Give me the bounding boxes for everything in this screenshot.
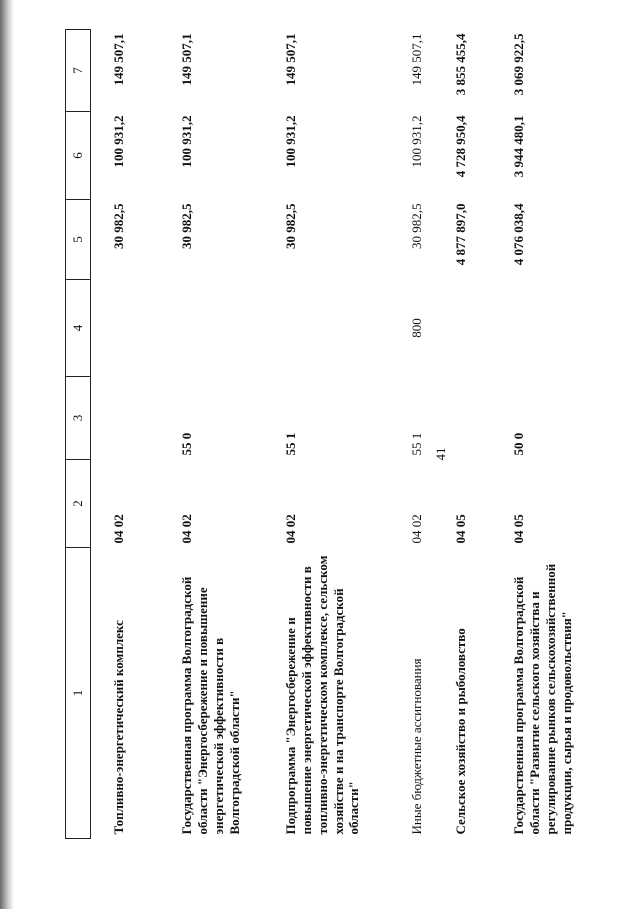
row-col5: 30 982,5 <box>283 203 298 249</box>
page-number: 41 <box>433 447 448 461</box>
header-col-5: 5 <box>66 200 91 280</box>
row-section: 04 02 <box>283 514 298 544</box>
row-col5: 4 076 038,4 <box>511 203 526 266</box>
row-col6: 3 944 480,1 <box>511 115 526 178</box>
row-col5: 30 982,5 <box>179 203 194 249</box>
header-col-1: 1 <box>66 548 91 839</box>
row-section: 04 02 <box>179 514 194 544</box>
row-expense-type <box>283 280 409 377</box>
header-col-7: 7 <box>66 30 91 112</box>
row-section: 04 02 <box>409 514 424 544</box>
row-col6: 100 931,2 <box>179 115 194 168</box>
row-col6: 100 931,2 <box>111 115 126 168</box>
row-expense-type: 800 <box>409 318 424 338</box>
row-name: Государственная программа Волгоградской области "Энергосбережение и повышение энергетической эффективности в Волгоградской области" <box>179 576 242 835</box>
row-name: Государственная программа Волгоградской области "Развитие сельского хозяйства и регулирование рынков сельскохозяйственной продукции, сырья и продовольствия" <box>511 563 574 835</box>
row-target <box>111 377 179 460</box>
row-col7: 3 855 455,4 <box>453 33 468 96</box>
header-col-4: 4 <box>66 280 91 377</box>
header-gap <box>91 30 112 839</box>
row-section: 04 02 <box>111 514 126 544</box>
row-col7: 149 507,1 <box>283 33 298 86</box>
table-row <box>283 30 409 839</box>
scan-edge-shadow <box>0 0 14 909</box>
row-name: Подпрограмма "Энергосбережение и повышение энергетической эффективности в топливно-энергетическом комплексе, сельском хозяйстве и на транспорте Волгоградской области" <box>283 555 362 835</box>
table-row <box>179 30 283 839</box>
table-row <box>511 30 611 839</box>
header-col-3: 3 <box>66 377 91 460</box>
row-col7: 149 507,1 <box>179 33 194 86</box>
row-col6: 100 931,2 <box>283 115 298 168</box>
row-name: Иные бюджетные ассигнования <box>409 658 424 835</box>
table-row <box>453 30 511 839</box>
row-name: Топливно-энергетический комплекс <box>111 620 126 835</box>
rotated-table-container <box>65 30 625 879</box>
row-col5: 30 982,5 <box>409 203 424 249</box>
row-col5: 4 877 897,0 <box>453 203 468 266</box>
row-col7: 149 507,1 <box>111 33 126 86</box>
row-expense-type <box>179 280 283 377</box>
row-target: 55 1 <box>283 432 298 456</box>
row-target: 50 0 <box>511 432 526 456</box>
row-expense-type <box>111 280 179 377</box>
header-col-2: 2 <box>66 460 91 548</box>
header-col-6: 6 <box>66 112 91 200</box>
row-section: 04 05 <box>453 514 468 544</box>
row-target <box>453 377 511 460</box>
row-target: 55 1 <box>409 432 424 456</box>
row-col6: 100 931,2 <box>409 115 424 168</box>
header-row <box>66 30 91 839</box>
row-col5: 30 982,5 <box>111 203 126 249</box>
row-col7: 149 507,1 <box>409 33 424 86</box>
row-section: 04 05 <box>511 514 526 544</box>
row-name: Сельское хозяйство и рыболовство <box>453 628 468 835</box>
budget-table <box>65 29 611 839</box>
row-col7: 3 069 922,5 <box>511 33 526 96</box>
row-expense-type <box>453 280 511 377</box>
row-target: 55 0 <box>179 432 194 456</box>
table-row <box>111 30 179 839</box>
row-col6: 4 728 950,4 <box>453 115 468 178</box>
table-row <box>409 30 453 839</box>
row-expense-type <box>511 280 611 377</box>
